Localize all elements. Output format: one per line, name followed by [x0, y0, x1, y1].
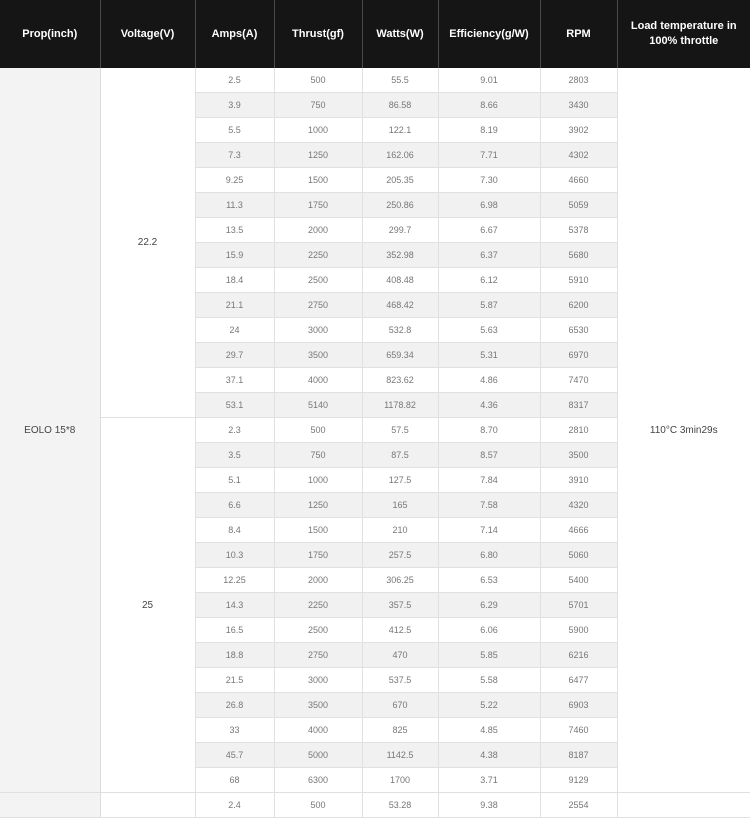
- efficiency-cell: 8.19: [438, 118, 540, 143]
- header-amps: Amps(A): [195, 0, 274, 68]
- thrust-cell: 750: [274, 93, 362, 118]
- thrust-cell: 2500: [274, 268, 362, 293]
- rpm-cell: 2554: [540, 793, 617, 818]
- thrust-cell: 1250: [274, 143, 362, 168]
- amps-cell: 5.1: [195, 468, 274, 493]
- watts-cell: 55.5: [362, 68, 438, 93]
- rpm-cell: 5900: [540, 618, 617, 643]
- rpm-cell: 3430: [540, 93, 617, 118]
- header-prop: Prop(inch): [0, 0, 100, 68]
- table-row: [0, 793, 750, 818]
- efficiency-cell: 4.86: [438, 368, 540, 393]
- efficiency-cell: 4.85: [438, 718, 540, 743]
- header-efficiency: Efficiency(g/W): [438, 0, 540, 68]
- efficiency-cell: 7.71: [438, 143, 540, 168]
- efficiency-cell: 8.66: [438, 93, 540, 118]
- thrust-cell: 2500: [274, 618, 362, 643]
- watts-cell: 1142.5: [362, 743, 438, 768]
- thrust-cell: 1000: [274, 118, 362, 143]
- amps-cell: 68: [195, 768, 274, 793]
- thrust-cell: 3500: [274, 693, 362, 718]
- amps-cell: 53.1: [195, 393, 274, 418]
- efficiency-cell: 5.85: [438, 643, 540, 668]
- amps-cell: 29.7: [195, 343, 274, 368]
- watts-cell: 823.62: [362, 368, 438, 393]
- efficiency-cell: 5.63: [438, 318, 540, 343]
- thrust-cell: 2750: [274, 643, 362, 668]
- watts-cell: 1700: [362, 768, 438, 793]
- amps-cell: 7.3: [195, 143, 274, 168]
- efficiency-cell: 6.80: [438, 543, 540, 568]
- efficiency-cell: 9.01: [438, 68, 540, 93]
- load-temperature-cell: 110°C 3min29s: [617, 68, 750, 793]
- watts-cell: 53.28: [362, 793, 438, 818]
- watts-cell: 162.06: [362, 143, 438, 168]
- watts-cell: 257.5: [362, 543, 438, 568]
- rpm-cell: 5060: [540, 543, 617, 568]
- amps-cell: 10.3: [195, 543, 274, 568]
- rpm-cell: 8317: [540, 393, 617, 418]
- rpm-cell: 7460: [540, 718, 617, 743]
- efficiency-cell: 6.29: [438, 593, 540, 618]
- watts-cell: 468.42: [362, 293, 438, 318]
- thrust-cell: 2750: [274, 293, 362, 318]
- amps-cell: 18.4: [195, 268, 274, 293]
- efficiency-cell: 9.38: [438, 793, 540, 818]
- amps-cell: 16.5: [195, 618, 274, 643]
- rpm-cell: 6216: [540, 643, 617, 668]
- amps-cell: 8.4: [195, 518, 274, 543]
- rpm-cell: 3902: [540, 118, 617, 143]
- prop-cell: EOLO 15*8: [0, 68, 100, 793]
- rpm-cell: 2803: [540, 68, 617, 93]
- watts-cell: 537.5: [362, 668, 438, 693]
- rpm-cell: 9129: [540, 768, 617, 793]
- efficiency-cell: 4.36: [438, 393, 540, 418]
- amps-cell: 33: [195, 718, 274, 743]
- watts-cell: 205.35: [362, 168, 438, 193]
- amps-cell: 26.8: [195, 693, 274, 718]
- rpm-cell: 5378: [540, 218, 617, 243]
- rpm-cell: 4320: [540, 493, 617, 518]
- thrust-cell: 4000: [274, 718, 362, 743]
- amps-cell: 14.3: [195, 593, 274, 618]
- thrust-cell: 1000: [274, 468, 362, 493]
- watts-cell: 299.7: [362, 218, 438, 243]
- table-row: [0, 68, 750, 93]
- thrust-cell: 3000: [274, 668, 362, 693]
- efficiency-cell: 8.70: [438, 418, 540, 443]
- watts-cell: 127.5: [362, 468, 438, 493]
- thrust-cell: 1750: [274, 543, 362, 568]
- thrust-cell: 500: [274, 793, 362, 818]
- amps-cell: 2.4: [195, 793, 274, 818]
- rpm-cell: 4660: [540, 168, 617, 193]
- amps-cell: 2.3: [195, 418, 274, 443]
- rpm-cell: 5400: [540, 568, 617, 593]
- watts-cell: 87.5: [362, 443, 438, 468]
- rpm-cell: 4666: [540, 518, 617, 543]
- amps-cell: 18.8: [195, 643, 274, 668]
- thrust-cell: 5000: [274, 743, 362, 768]
- thrust-cell: 4000: [274, 368, 362, 393]
- thrust-cell: 1500: [274, 168, 362, 193]
- voltage-cell: [100, 793, 195, 818]
- amps-cell: 15.9: [195, 243, 274, 268]
- amps-cell: 6.6: [195, 493, 274, 518]
- header-watts: Watts(W): [362, 0, 438, 68]
- watts-cell: 250.86: [362, 193, 438, 218]
- watts-cell: 659.34: [362, 343, 438, 368]
- watts-cell: 1178.82: [362, 393, 438, 418]
- thrust-cell: 2000: [274, 218, 362, 243]
- efficiency-cell: 5.87: [438, 293, 540, 318]
- thrust-cell: 5140: [274, 393, 362, 418]
- header-load-temperature: Load temperature in 100% throttle: [617, 0, 750, 68]
- amps-cell: 37.1: [195, 368, 274, 393]
- efficiency-cell: 8.57: [438, 443, 540, 468]
- watts-cell: 532.8: [362, 318, 438, 343]
- amps-cell: 3.5: [195, 443, 274, 468]
- watts-cell: 408.48: [362, 268, 438, 293]
- efficiency-cell: 6.53: [438, 568, 540, 593]
- amps-cell: 2.5: [195, 68, 274, 93]
- rpm-cell: 5701: [540, 593, 617, 618]
- rpm-cell: 6530: [540, 318, 617, 343]
- watts-cell: 86.58: [362, 93, 438, 118]
- rpm-cell: 6970: [540, 343, 617, 368]
- efficiency-cell: 5.58: [438, 668, 540, 693]
- amps-cell: 9.25: [195, 168, 274, 193]
- rpm-cell: 8187: [540, 743, 617, 768]
- prop-cell: [0, 793, 100, 818]
- thrust-cell: 500: [274, 418, 362, 443]
- amps-cell: 24: [195, 318, 274, 343]
- header-rpm: RPM: [540, 0, 617, 68]
- thrust-cell: 1500: [274, 518, 362, 543]
- efficiency-cell: 6.67: [438, 218, 540, 243]
- efficiency-cell: 5.31: [438, 343, 540, 368]
- efficiency-cell: 6.12: [438, 268, 540, 293]
- watts-cell: 412.5: [362, 618, 438, 643]
- efficiency-cell: 7.14: [438, 518, 540, 543]
- efficiency-cell: 7.58: [438, 493, 540, 518]
- amps-cell: 45.7: [195, 743, 274, 768]
- amps-cell: 11.3: [195, 193, 274, 218]
- thrust-cell: 750: [274, 443, 362, 468]
- efficiency-cell: 7.84: [438, 468, 540, 493]
- efficiency-cell: 5.22: [438, 693, 540, 718]
- thrust-cell: 2250: [274, 593, 362, 618]
- watts-cell: 306.25: [362, 568, 438, 593]
- watts-cell: 165: [362, 493, 438, 518]
- watts-cell: 670: [362, 693, 438, 718]
- load-temperature-cell: [617, 793, 750, 818]
- thrust-cell: 1250: [274, 493, 362, 518]
- efficiency-cell: 6.06: [438, 618, 540, 643]
- rpm-cell: 6477: [540, 668, 617, 693]
- watts-cell: 825: [362, 718, 438, 743]
- efficiency-cell: 7.30: [438, 168, 540, 193]
- thrust-cell: 3500: [274, 343, 362, 368]
- rpm-cell: 3500: [540, 443, 617, 468]
- voltage-cell: 22.2: [100, 68, 195, 418]
- rpm-cell: 4302: [540, 143, 617, 168]
- thrust-cell: 1750: [274, 193, 362, 218]
- amps-cell: 5.5: [195, 118, 274, 143]
- amps-cell: 21.5: [195, 668, 274, 693]
- thrust-cell: 2000: [274, 568, 362, 593]
- rpm-cell: 3910: [540, 468, 617, 493]
- rpm-cell: 5910: [540, 268, 617, 293]
- watts-cell: 470: [362, 643, 438, 668]
- watts-cell: 210: [362, 518, 438, 543]
- amps-cell: 13.5: [195, 218, 274, 243]
- thrust-cell: 6300: [274, 768, 362, 793]
- amps-cell: 3.9: [195, 93, 274, 118]
- voltage-cell: 25: [100, 418, 195, 793]
- rpm-cell: 6200: [540, 293, 617, 318]
- thrust-cell: 500: [274, 68, 362, 93]
- watts-cell: 57.5: [362, 418, 438, 443]
- rpm-cell: 5059: [540, 193, 617, 218]
- header-row: [0, 0, 750, 68]
- header-voltage: Voltage(V): [100, 0, 195, 68]
- rpm-cell: 6903: [540, 693, 617, 718]
- rpm-cell: 5680: [540, 243, 617, 268]
- amps-cell: 21.1: [195, 293, 274, 318]
- table-body: [0, 68, 750, 818]
- header-thrust: Thrust(gf): [274, 0, 362, 68]
- watts-cell: 352.98: [362, 243, 438, 268]
- efficiency-cell: 3.71: [438, 768, 540, 793]
- thrust-cell: 3000: [274, 318, 362, 343]
- watts-cell: 122.1: [362, 118, 438, 143]
- rpm-cell: 7470: [540, 368, 617, 393]
- efficiency-cell: 4.38: [438, 743, 540, 768]
- thrust-cell: 2250: [274, 243, 362, 268]
- rpm-cell: 2810: [540, 418, 617, 443]
- efficiency-cell: 6.37: [438, 243, 540, 268]
- efficiency-cell: 6.98: [438, 193, 540, 218]
- watts-cell: 357.5: [362, 593, 438, 618]
- amps-cell: 12.25: [195, 568, 274, 593]
